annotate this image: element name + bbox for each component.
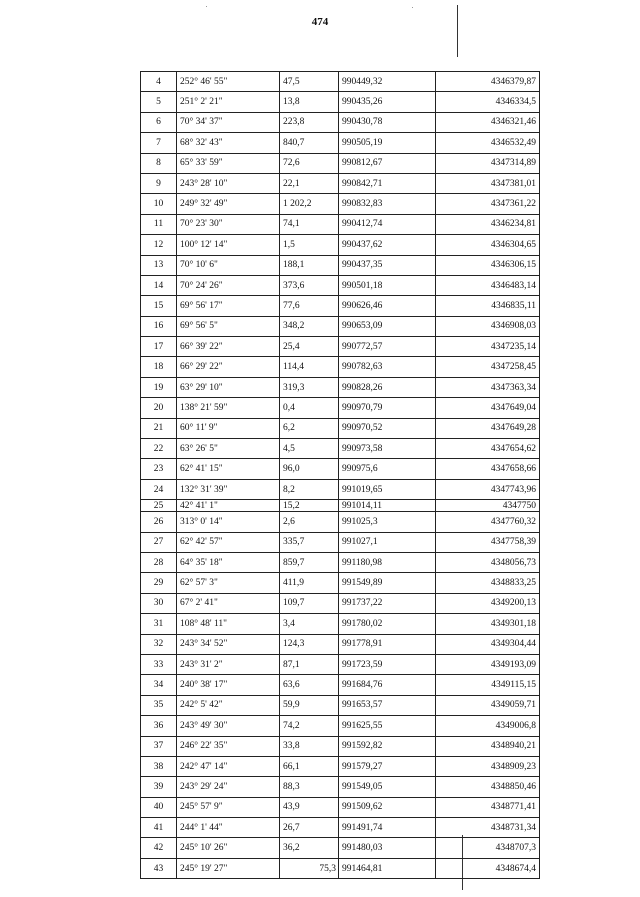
coordinates-table <box>140 71 540 879</box>
segment-length-cell: 22,1 <box>280 173 339 193</box>
direction-angle-cell: 245° 19' 27" <box>177 858 280 878</box>
table-row <box>141 500 540 512</box>
segment-length-cell: 74,1 <box>280 214 339 234</box>
table-row <box>141 112 540 132</box>
x-coordinate-cell: 991592,82 <box>339 736 436 756</box>
direction-angle-cell: 249° 32' 49" <box>177 194 280 214</box>
x-coordinate-cell: 990970,79 <box>339 398 436 418</box>
y-coordinate-cell: 4347758,39 <box>436 532 540 552</box>
segment-length-cell: 8,2 <box>280 479 339 499</box>
direction-angle-cell: 243° 49' 30" <box>177 716 280 736</box>
direction-angle-cell: 69° 56' 5" <box>177 316 280 336</box>
segment-length-cell: 114,4 <box>280 357 339 377</box>
table-row <box>141 797 540 817</box>
coordinates-table-body <box>141 72 540 879</box>
y-coordinate-cell: 4347381,01 <box>436 173 540 193</box>
segment-length-cell: 96,0 <box>280 459 339 479</box>
y-coordinate-cell: 4349200,13 <box>436 593 540 613</box>
y-coordinate-cell: 4349304,44 <box>436 634 540 654</box>
direction-angle-cell: 64° 35' 18" <box>177 552 280 572</box>
x-coordinate-cell: 990437,62 <box>339 235 436 255</box>
table-row <box>141 337 540 357</box>
point-number-cell: 10 <box>141 194 177 214</box>
segment-length-cell: 859,7 <box>280 552 339 572</box>
direction-angle-cell: 69° 56' 17" <box>177 296 280 316</box>
segment-length-cell: 1 202,2 <box>280 194 339 214</box>
table-row <box>141 275 540 295</box>
segment-length-cell: 77,6 <box>280 296 339 316</box>
x-coordinate-cell: 991549,89 <box>339 573 436 593</box>
direction-angle-cell: 63° 29' 10" <box>177 377 280 397</box>
table-row <box>141 357 540 377</box>
segment-length-cell: 88,3 <box>280 777 339 797</box>
table-row <box>141 838 540 858</box>
y-coordinate-cell: 4348833,25 <box>436 573 540 593</box>
y-coordinate-cell: 4346908,03 <box>436 316 540 336</box>
table-row <box>141 398 540 418</box>
x-coordinate-cell: 990449,32 <box>339 72 436 92</box>
direction-angle-cell: 243° 34' 52" <box>177 634 280 654</box>
direction-angle-cell: 70° 24' 26" <box>177 275 280 295</box>
point-number-cell: 39 <box>141 777 177 797</box>
point-number-cell: 41 <box>141 818 177 838</box>
segment-length-cell: 75,3 <box>280 858 339 878</box>
segment-length-cell: 223,8 <box>280 112 339 132</box>
table-row <box>141 716 540 736</box>
x-coordinate-cell: 991625,55 <box>339 716 436 736</box>
point-number-cell: 42 <box>141 838 177 858</box>
point-number-cell: 4 <box>141 72 177 92</box>
segment-length-cell: 66,1 <box>280 756 339 776</box>
segment-length-cell: 411,9 <box>280 573 339 593</box>
table-row <box>141 418 540 438</box>
x-coordinate-cell: 990437,35 <box>339 255 436 275</box>
point-number-cell: 37 <box>141 736 177 756</box>
x-coordinate-cell: 991027,1 <box>339 532 436 552</box>
point-number-cell: 21 <box>141 418 177 438</box>
point-number-cell: 20 <box>141 398 177 418</box>
segment-length-cell: 124,3 <box>280 634 339 654</box>
direction-angle-cell: 243° 31' 2" <box>177 654 280 674</box>
table-row <box>141 593 540 613</box>
table-row <box>141 316 540 336</box>
y-coordinate-cell: 4349059,71 <box>436 695 540 715</box>
y-coordinate-cell: 4346835,11 <box>436 296 540 316</box>
page-number: 474 <box>311 16 329 28</box>
y-coordinate-cell: 4346379,87 <box>436 72 540 92</box>
point-number-cell: 5 <box>141 92 177 112</box>
x-coordinate-cell: 991480,03 <box>339 838 436 858</box>
segment-length-cell: 840,7 <box>280 133 339 153</box>
point-number-cell: 32 <box>141 634 177 654</box>
x-coordinate-cell: 990973,58 <box>339 439 436 459</box>
y-coordinate-cell: 4347649,04 <box>436 398 540 418</box>
x-coordinate-cell: 990412,74 <box>339 214 436 234</box>
direction-angle-cell: 108° 48' 11" <box>177 614 280 634</box>
x-coordinate-cell: 991723,59 <box>339 654 436 674</box>
direction-angle-cell: 243° 28' 10" <box>177 173 280 193</box>
y-coordinate-cell: 4347235,14 <box>436 337 540 357</box>
point-number-cell: 26 <box>141 512 177 532</box>
point-number-cell: 11 <box>141 214 177 234</box>
point-number-cell: 38 <box>141 756 177 776</box>
scan-speck <box>412 7 413 8</box>
y-coordinate-cell: 4346334,5 <box>436 92 540 112</box>
segment-length-cell: 319,3 <box>280 377 339 397</box>
table-row <box>141 459 540 479</box>
x-coordinate-cell: 990842,71 <box>339 173 436 193</box>
y-coordinate-cell: 4347760,32 <box>436 512 540 532</box>
x-coordinate-cell: 990653,09 <box>339 316 436 336</box>
direction-angle-cell: 66° 29' 22" <box>177 357 280 377</box>
y-coordinate-cell: 4347361,22 <box>436 194 540 214</box>
x-coordinate-cell: 990435,26 <box>339 92 436 112</box>
table-row <box>141 296 540 316</box>
point-number-cell: 7 <box>141 133 177 153</box>
point-number-cell: 17 <box>141 337 177 357</box>
x-coordinate-cell: 991780,02 <box>339 614 436 634</box>
table-row <box>141 634 540 654</box>
direction-angle-cell: 245° 57' 9" <box>177 797 280 817</box>
point-number-cell: 14 <box>141 275 177 295</box>
x-coordinate-cell: 990970,52 <box>339 418 436 438</box>
y-coordinate-cell: 4346304,65 <box>436 235 540 255</box>
table-row <box>141 72 540 92</box>
x-coordinate-cell: 991684,76 <box>339 675 436 695</box>
y-coordinate-cell: 4349193,09 <box>436 654 540 674</box>
table-row <box>141 214 540 234</box>
point-number-cell: 9 <box>141 173 177 193</box>
x-coordinate-cell: 991025,3 <box>339 512 436 532</box>
direction-angle-cell: 243° 29' 24" <box>177 777 280 797</box>
x-coordinate-cell: 991653,57 <box>339 695 436 715</box>
y-coordinate-cell: 4348940,21 <box>436 736 540 756</box>
segment-length-cell: 4,5 <box>280 439 339 459</box>
direction-angle-cell: 60° 11' 9" <box>177 418 280 438</box>
direction-angle-cell: 62° 41' 15" <box>177 459 280 479</box>
segment-length-cell: 0,4 <box>280 398 339 418</box>
point-number-cell: 18 <box>141 357 177 377</box>
direction-angle-cell: 138° 21' 59" <box>177 398 280 418</box>
point-number-cell: 24 <box>141 479 177 499</box>
y-coordinate-cell: 4349115,15 <box>436 675 540 695</box>
y-coordinate-cell: 4346321,46 <box>436 112 540 132</box>
point-number-cell: 16 <box>141 316 177 336</box>
y-coordinate-cell: 4346234,81 <box>436 214 540 234</box>
table-row <box>141 614 540 634</box>
segment-length-cell: 72,6 <box>280 153 339 173</box>
segment-length-cell: 87,1 <box>280 654 339 674</box>
point-number-cell: 34 <box>141 675 177 695</box>
point-number-cell: 31 <box>141 614 177 634</box>
point-number-cell: 6 <box>141 112 177 132</box>
direction-angle-cell: 245° 10' 26" <box>177 838 280 858</box>
table-row <box>141 756 540 776</box>
x-coordinate-cell: 990828,26 <box>339 377 436 397</box>
y-coordinate-cell: 4348850,46 <box>436 777 540 797</box>
y-coordinate-cell: 4346532,49 <box>436 133 540 153</box>
x-coordinate-cell: 991491,74 <box>339 818 436 838</box>
y-coordinate-cell: 4347658,66 <box>436 459 540 479</box>
segment-length-cell: 47,5 <box>280 72 339 92</box>
segment-length-cell: 348,2 <box>280 316 339 336</box>
point-number-cell: 27 <box>141 532 177 552</box>
segment-length-cell: 6,2 <box>280 418 339 438</box>
point-number-cell: 43 <box>141 858 177 878</box>
direction-angle-cell: 251° 2' 21" <box>177 92 280 112</box>
x-coordinate-cell: 990772,57 <box>339 337 436 357</box>
y-coordinate-cell: 4348731,34 <box>436 818 540 838</box>
direction-angle-cell: 42° 41' 1" <box>177 500 280 512</box>
segment-length-cell: 59,9 <box>280 695 339 715</box>
y-coordinate-cell: 4347743,96 <box>436 479 540 499</box>
direction-angle-cell: 252° 46' 55" <box>177 72 280 92</box>
segment-length-cell: 36,2 <box>280 838 339 858</box>
x-coordinate-cell: 991737,22 <box>339 593 436 613</box>
segment-length-cell: 63,6 <box>280 675 339 695</box>
x-coordinate-cell: 990626,46 <box>339 296 436 316</box>
point-number-cell: 8 <box>141 153 177 173</box>
point-number-cell: 33 <box>141 654 177 674</box>
x-coordinate-cell: 990501,18 <box>339 275 436 295</box>
point-number-cell: 36 <box>141 716 177 736</box>
direction-angle-cell: 67° 2' 41" <box>177 593 280 613</box>
direction-angle-cell: 70° 10' 6" <box>177 255 280 275</box>
point-number-cell: 28 <box>141 552 177 572</box>
x-coordinate-cell: 990832,83 <box>339 194 436 214</box>
y-coordinate-cell: 4346483,14 <box>436 275 540 295</box>
segment-length-cell: 26,7 <box>280 818 339 838</box>
y-coordinate-cell: 4348707,3 <box>436 838 540 858</box>
point-number-cell: 22 <box>141 439 177 459</box>
direction-angle-cell: 62° 42' 57" <box>177 532 280 552</box>
y-coordinate-cell: 4347750 <box>436 500 540 512</box>
direction-angle-cell: 132° 31' 39" <box>177 479 280 499</box>
direction-angle-cell: 313° 0' 14" <box>177 512 280 532</box>
x-coordinate-cell: 990505,19 <box>339 133 436 153</box>
y-coordinate-cell: 4348674,4 <box>436 858 540 878</box>
table-row <box>141 654 540 674</box>
x-coordinate-cell: 990812,67 <box>339 153 436 173</box>
x-coordinate-cell: 991180,98 <box>339 552 436 572</box>
segment-length-cell: 2,6 <box>280 512 339 532</box>
point-number-cell: 30 <box>141 593 177 613</box>
point-number-cell: 29 <box>141 573 177 593</box>
x-coordinate-cell: 991579,27 <box>339 756 436 776</box>
table-row <box>141 675 540 695</box>
y-coordinate-cell: 4348771,41 <box>436 797 540 817</box>
x-coordinate-cell: 990430,78 <box>339 112 436 132</box>
table-row <box>141 573 540 593</box>
table-row <box>141 736 540 756</box>
point-number-cell: 19 <box>141 377 177 397</box>
point-number-cell: 15 <box>141 296 177 316</box>
y-coordinate-cell: 4347314,89 <box>436 153 540 173</box>
direction-angle-cell: 62° 57' 3" <box>177 573 280 593</box>
table-row <box>141 92 540 112</box>
direction-angle-cell: 242° 5' 42" <box>177 695 280 715</box>
table-row <box>141 858 540 878</box>
point-number-cell: 13 <box>141 255 177 275</box>
table-row <box>141 377 540 397</box>
table-row <box>141 439 540 459</box>
segment-length-cell: 13,8 <box>280 92 339 112</box>
segment-length-cell: 25,4 <box>280 337 339 357</box>
segment-length-cell: 3,4 <box>280 614 339 634</box>
scan-speck <box>206 6 207 7</box>
point-number-cell: 12 <box>141 235 177 255</box>
table-row <box>141 194 540 214</box>
table-row <box>141 532 540 552</box>
direction-angle-cell: 100° 12' 14" <box>177 235 280 255</box>
segment-length-cell: 335,7 <box>280 532 339 552</box>
direction-angle-cell: 65° 33' 59" <box>177 153 280 173</box>
direction-angle-cell: 244° 1' 44" <box>177 818 280 838</box>
y-coordinate-cell: 4349006,8 <box>436 716 540 736</box>
table-row <box>141 777 540 797</box>
y-coordinate-cell: 4348056,73 <box>436 552 540 572</box>
segment-length-cell: 33,8 <box>280 736 339 756</box>
segment-length-cell: 1,5 <box>280 235 339 255</box>
segment-length-cell: 43,9 <box>280 797 339 817</box>
segment-length-cell: 74,2 <box>280 716 339 736</box>
direction-angle-cell: 242° 47' 14" <box>177 756 280 776</box>
table-row <box>141 173 540 193</box>
point-number-cell: 25 <box>141 500 177 512</box>
table-row <box>141 552 540 572</box>
table-row <box>141 695 540 715</box>
direction-angle-cell: 68° 32' 43" <box>177 133 280 153</box>
direction-angle-cell: 240° 38' 17" <box>177 675 280 695</box>
x-coordinate-cell: 991549,05 <box>339 777 436 797</box>
point-number-cell: 35 <box>141 695 177 715</box>
table-row <box>141 133 540 153</box>
y-coordinate-cell: 4349301,18 <box>436 614 540 634</box>
point-number-cell: 40 <box>141 797 177 817</box>
segment-length-cell: 188,1 <box>280 255 339 275</box>
direction-angle-cell: 70° 23' 30" <box>177 214 280 234</box>
table-row <box>141 479 540 499</box>
y-coordinate-cell: 4346306,15 <box>436 255 540 275</box>
table-row <box>141 235 540 255</box>
table-row <box>141 255 540 275</box>
direction-angle-cell: 66° 39' 22" <box>177 337 280 357</box>
y-coordinate-cell: 4347654,62 <box>436 439 540 459</box>
y-coordinate-cell: 4347649,28 <box>436 418 540 438</box>
table-row <box>141 512 540 532</box>
x-coordinate-cell: 990975,6 <box>339 459 436 479</box>
y-coordinate-cell: 4347258,45 <box>436 357 540 377</box>
table-row <box>141 818 540 838</box>
binding-mark-top <box>457 5 458 57</box>
x-coordinate-cell: 991019,65 <box>339 479 436 499</box>
x-coordinate-cell: 990782,63 <box>339 357 436 377</box>
table-row <box>141 153 540 173</box>
segment-length-cell: 109,7 <box>280 593 339 613</box>
direction-angle-cell: 63° 26' 5" <box>177 439 280 459</box>
direction-angle-cell: 246° 22' 35" <box>177 736 280 756</box>
y-coordinate-cell: 4348909,23 <box>436 756 540 776</box>
x-coordinate-cell: 991464,81 <box>339 858 436 878</box>
x-coordinate-cell: 991778,91 <box>339 634 436 654</box>
segment-length-cell: 373,6 <box>280 275 339 295</box>
x-coordinate-cell: 991509,62 <box>339 797 436 817</box>
y-coordinate-cell: 4347363,34 <box>436 377 540 397</box>
point-number-cell: 23 <box>141 459 177 479</box>
direction-angle-cell: 70° 34' 37" <box>177 112 280 132</box>
x-coordinate-cell: 991014,11 <box>339 500 436 512</box>
segment-length-cell: 15,2 <box>280 500 339 512</box>
